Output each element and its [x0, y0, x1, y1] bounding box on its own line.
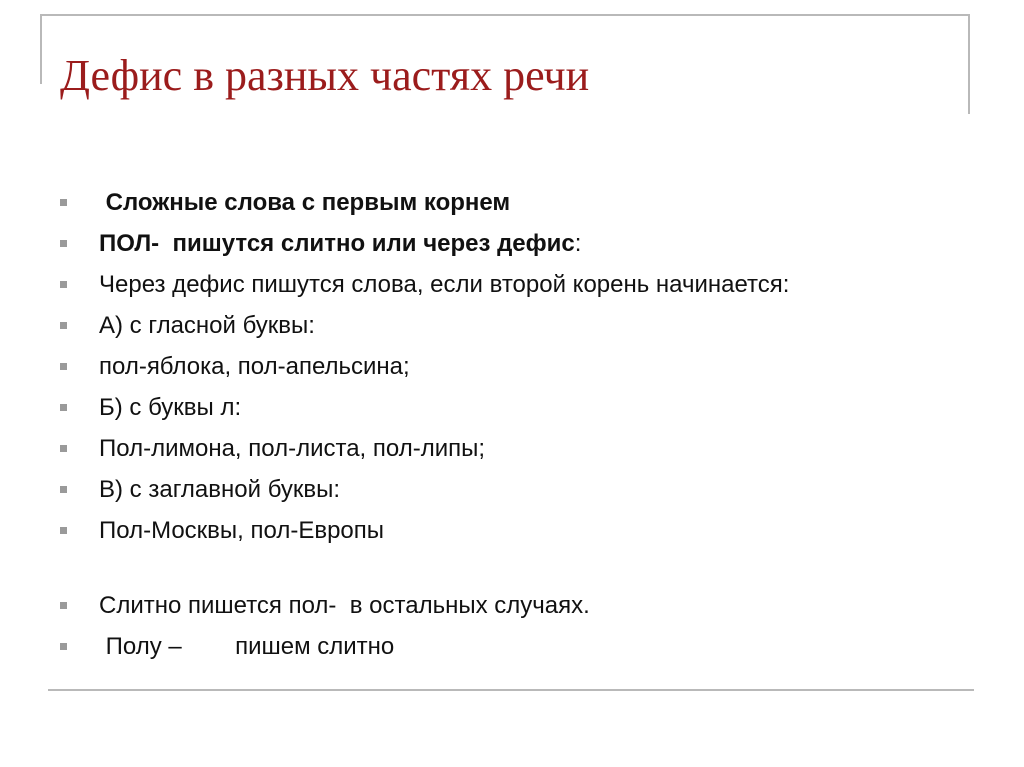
bullet-text-bold: ПОЛ- пишутся слитно или через дефис — [99, 229, 575, 257]
square-bullet-icon — [60, 404, 67, 411]
bullet-text: Полу – пишем слитно — [99, 632, 395, 660]
bullet-text: : — [574, 229, 582, 257]
bullet-text: А) с гласной буквы: — [99, 311, 315, 339]
bottom-rule — [48, 689, 974, 691]
square-bullet-icon — [60, 445, 67, 452]
top-rule — [40, 14, 970, 16]
bullet-text-bold: Сложные слова с первым корнем — [99, 188, 511, 216]
square-bullet-icon — [60, 486, 67, 493]
bullet-text: пол-яблока, пол-апельсина; — [99, 352, 410, 380]
list-item — [60, 182, 789, 223]
square-bullet-icon — [60, 602, 67, 609]
slide-title: Дефис в разных частях речи — [60, 51, 590, 100]
square-bullet-icon — [60, 240, 67, 247]
list-item — [60, 469, 789, 510]
list-item — [60, 223, 789, 264]
list-item — [60, 346, 789, 387]
square-bullet-icon — [60, 281, 67, 288]
bullet-text: Б) с буквы л: — [99, 393, 242, 421]
list-item — [60, 264, 789, 305]
bullet-text: Слитно пишется пол- в остальных случаях. — [99, 591, 590, 619]
square-bullet-icon — [60, 527, 67, 534]
list-item — [60, 626, 789, 667]
list-item — [60, 387, 789, 428]
square-bullet-icon — [60, 363, 67, 370]
left-rule — [40, 14, 42, 84]
square-bullet-icon — [60, 643, 67, 650]
bullet-text: Пол-Москвы, пол-Европы — [99, 516, 385, 544]
bullet-list — [60, 182, 789, 667]
right-rule — [968, 14, 970, 114]
bullet-text: Через дефис пишутся слова, если второй корень начинается: — [99, 270, 790, 298]
list-item — [60, 585, 789, 626]
bullet-text: В) с заглавной буквы: — [99, 475, 341, 503]
square-bullet-icon — [60, 322, 67, 329]
bullet-text: Пол-лимона, пол-листа, пол-липы; — [99, 434, 486, 462]
list-item — [60, 428, 789, 469]
square-bullet-icon — [60, 199, 67, 206]
list-item — [60, 510, 789, 551]
list-item — [60, 305, 789, 346]
